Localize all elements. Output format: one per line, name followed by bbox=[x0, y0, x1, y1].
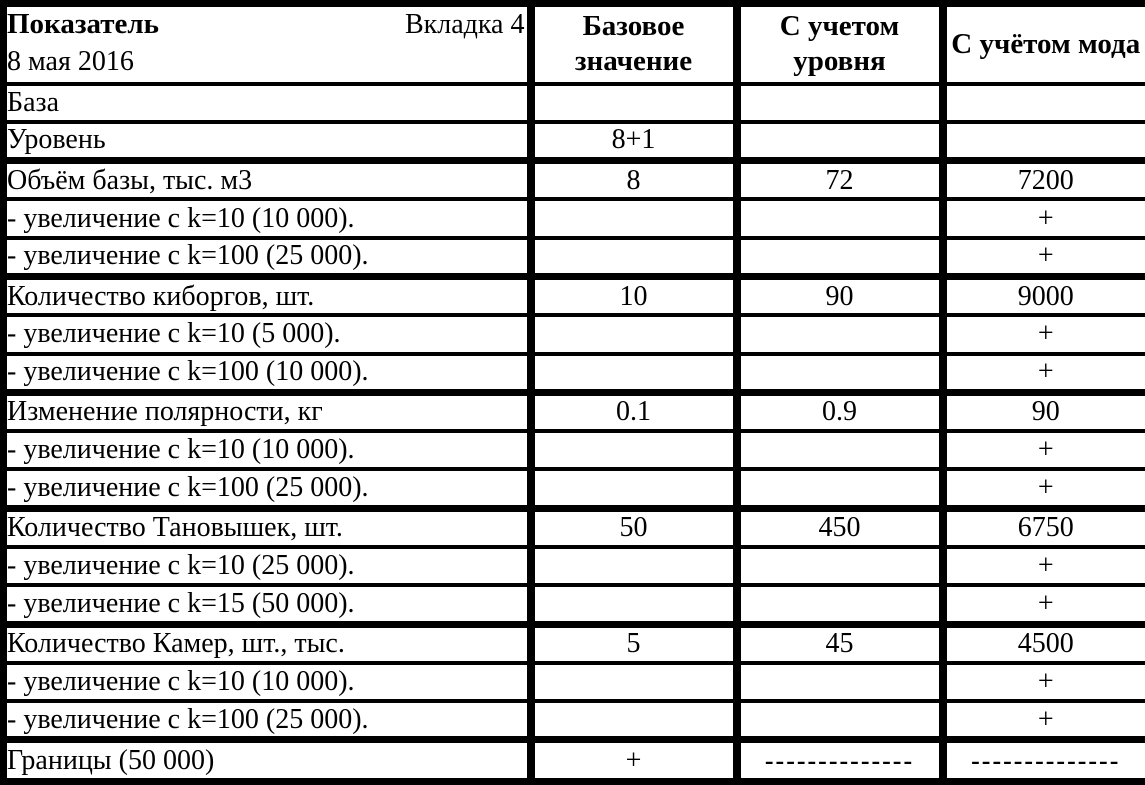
row-label: - увеличение с k=15 (50 000). bbox=[4, 585, 531, 624]
table-row-baza bbox=[4, 84, 1145, 122]
row-label: - увеличение с k=100 (25 000). bbox=[4, 701, 531, 740]
cell-mod bbox=[943, 122, 1145, 161]
table-row-sub bbox=[4, 663, 1145, 701]
cell-base bbox=[531, 547, 737, 585]
cell-base: 8 bbox=[531, 161, 737, 200]
row-label: - увеличение с k=100 (25 000). bbox=[4, 238, 531, 277]
cell-level: 45 bbox=[737, 624, 943, 663]
cell-mod: -------------- bbox=[943, 740, 1145, 782]
row-label: Количество Тановышек, шт. bbox=[4, 508, 531, 547]
table-row-polarity bbox=[4, 392, 1145, 431]
column-header-with-level: С учетом уровня bbox=[737, 4, 943, 84]
cell-base bbox=[531, 469, 737, 508]
table-row-cyborgs bbox=[4, 276, 1145, 315]
cell-level: -------------- bbox=[737, 740, 943, 782]
cell-level: 90 bbox=[737, 276, 943, 315]
cell-mod: + bbox=[943, 701, 1145, 740]
cell-mod: + bbox=[943, 663, 1145, 701]
cell-mod: + bbox=[943, 469, 1145, 508]
cell-mod: 4500 bbox=[943, 624, 1145, 663]
cell-base bbox=[531, 238, 737, 277]
cell-base bbox=[531, 199, 737, 237]
table-row-sub bbox=[4, 238, 1145, 277]
cell-mod: 6750 bbox=[943, 508, 1145, 547]
cell-level bbox=[737, 122, 943, 161]
column-header-base-value: Базовое значение bbox=[531, 4, 737, 84]
cell-mod: + bbox=[943, 315, 1145, 353]
cell-level bbox=[737, 701, 943, 740]
column-header-with-mod: С учётом мода bbox=[943, 4, 1145, 84]
table-row-base-volume bbox=[4, 161, 1145, 200]
table-row-sub bbox=[4, 315, 1145, 353]
table-row-cameras bbox=[4, 624, 1145, 663]
cell-base: 10 bbox=[531, 276, 737, 315]
row-label: Уровень bbox=[4, 122, 531, 161]
cell-base bbox=[531, 315, 737, 353]
column-header-indicator bbox=[4, 4, 531, 84]
date-label: 8 мая 2016 bbox=[7, 46, 134, 78]
row-label: - увеличение с k=10 (5 000). bbox=[4, 315, 531, 353]
row-label: - увеличение с k=10 (10 000). bbox=[4, 199, 531, 237]
cell-base: + bbox=[531, 740, 737, 782]
row-label: Объём базы, тыс. м3 bbox=[4, 161, 531, 200]
table-row-sub bbox=[4, 431, 1145, 469]
cell-mod: + bbox=[943, 585, 1145, 624]
cell-base: 5 bbox=[531, 624, 737, 663]
table-row-sub bbox=[4, 199, 1145, 237]
cell-base: 8+1 bbox=[531, 122, 737, 161]
tab-label: Вкладка 4 bbox=[404, 9, 525, 40]
table-row-sub bbox=[4, 547, 1145, 585]
row-label: Количество Камер, шт., тыс. bbox=[4, 624, 531, 663]
cell-level bbox=[737, 585, 943, 624]
cell-base bbox=[531, 585, 737, 624]
cell-level: 0.9 bbox=[737, 392, 943, 431]
table-row-uroven bbox=[4, 122, 1145, 161]
row-label: Количество киборгов, шт. bbox=[4, 276, 531, 315]
cell-level bbox=[737, 315, 943, 353]
cell-base bbox=[531, 84, 737, 122]
cell-level bbox=[737, 469, 943, 508]
cell-mod: + bbox=[943, 547, 1145, 585]
row-label: Изменение полярности, кг bbox=[4, 392, 531, 431]
cell-base bbox=[531, 701, 737, 740]
cell-base: 50 bbox=[531, 508, 737, 547]
cell-level bbox=[737, 199, 943, 237]
cell-base bbox=[531, 431, 737, 469]
cell-level bbox=[737, 431, 943, 469]
cell-mod: + bbox=[943, 238, 1145, 277]
cell-mod: + bbox=[943, 199, 1145, 237]
cell-level: 450 bbox=[737, 508, 943, 547]
table-row-borders bbox=[4, 740, 1145, 782]
cell-level: 72 bbox=[737, 161, 943, 200]
cell-level bbox=[737, 84, 943, 122]
row-label: - увеличение с k=10 (10 000). bbox=[4, 431, 531, 469]
cell-mod: 9000 bbox=[943, 276, 1145, 315]
indicator-title: Показатель bbox=[7, 8, 159, 40]
row-label: Границы (50 000) bbox=[4, 740, 531, 782]
cell-mod bbox=[943, 84, 1145, 122]
cell-level bbox=[737, 547, 943, 585]
table-row-sub bbox=[4, 469, 1145, 508]
table-row-sub bbox=[4, 354, 1145, 393]
cell-level bbox=[737, 238, 943, 277]
cell-base bbox=[531, 354, 737, 393]
row-label: - увеличение с k=100 (25 000). bbox=[4, 469, 531, 508]
row-label: - увеличение с k=100 (10 000). bbox=[4, 354, 531, 393]
cell-mod: 90 bbox=[943, 392, 1145, 431]
row-label: - увеличение с k=10 (10 000). bbox=[4, 663, 531, 701]
table-row-sub bbox=[4, 701, 1145, 740]
cell-mod: + bbox=[943, 431, 1145, 469]
table-row-sub bbox=[4, 585, 1145, 624]
row-label: База bbox=[4, 84, 531, 122]
cell-level bbox=[737, 663, 943, 701]
cell-mod: 7200 bbox=[943, 161, 1145, 200]
cell-level bbox=[737, 354, 943, 393]
row-label: - увеличение с k=10 (25 000). bbox=[4, 547, 531, 585]
header-row bbox=[4, 4, 1145, 84]
table-row-tanotowers bbox=[4, 508, 1145, 547]
cell-mod: + bbox=[943, 354, 1145, 393]
cell-base bbox=[531, 663, 737, 701]
cell-base: 0.1 bbox=[531, 392, 737, 431]
